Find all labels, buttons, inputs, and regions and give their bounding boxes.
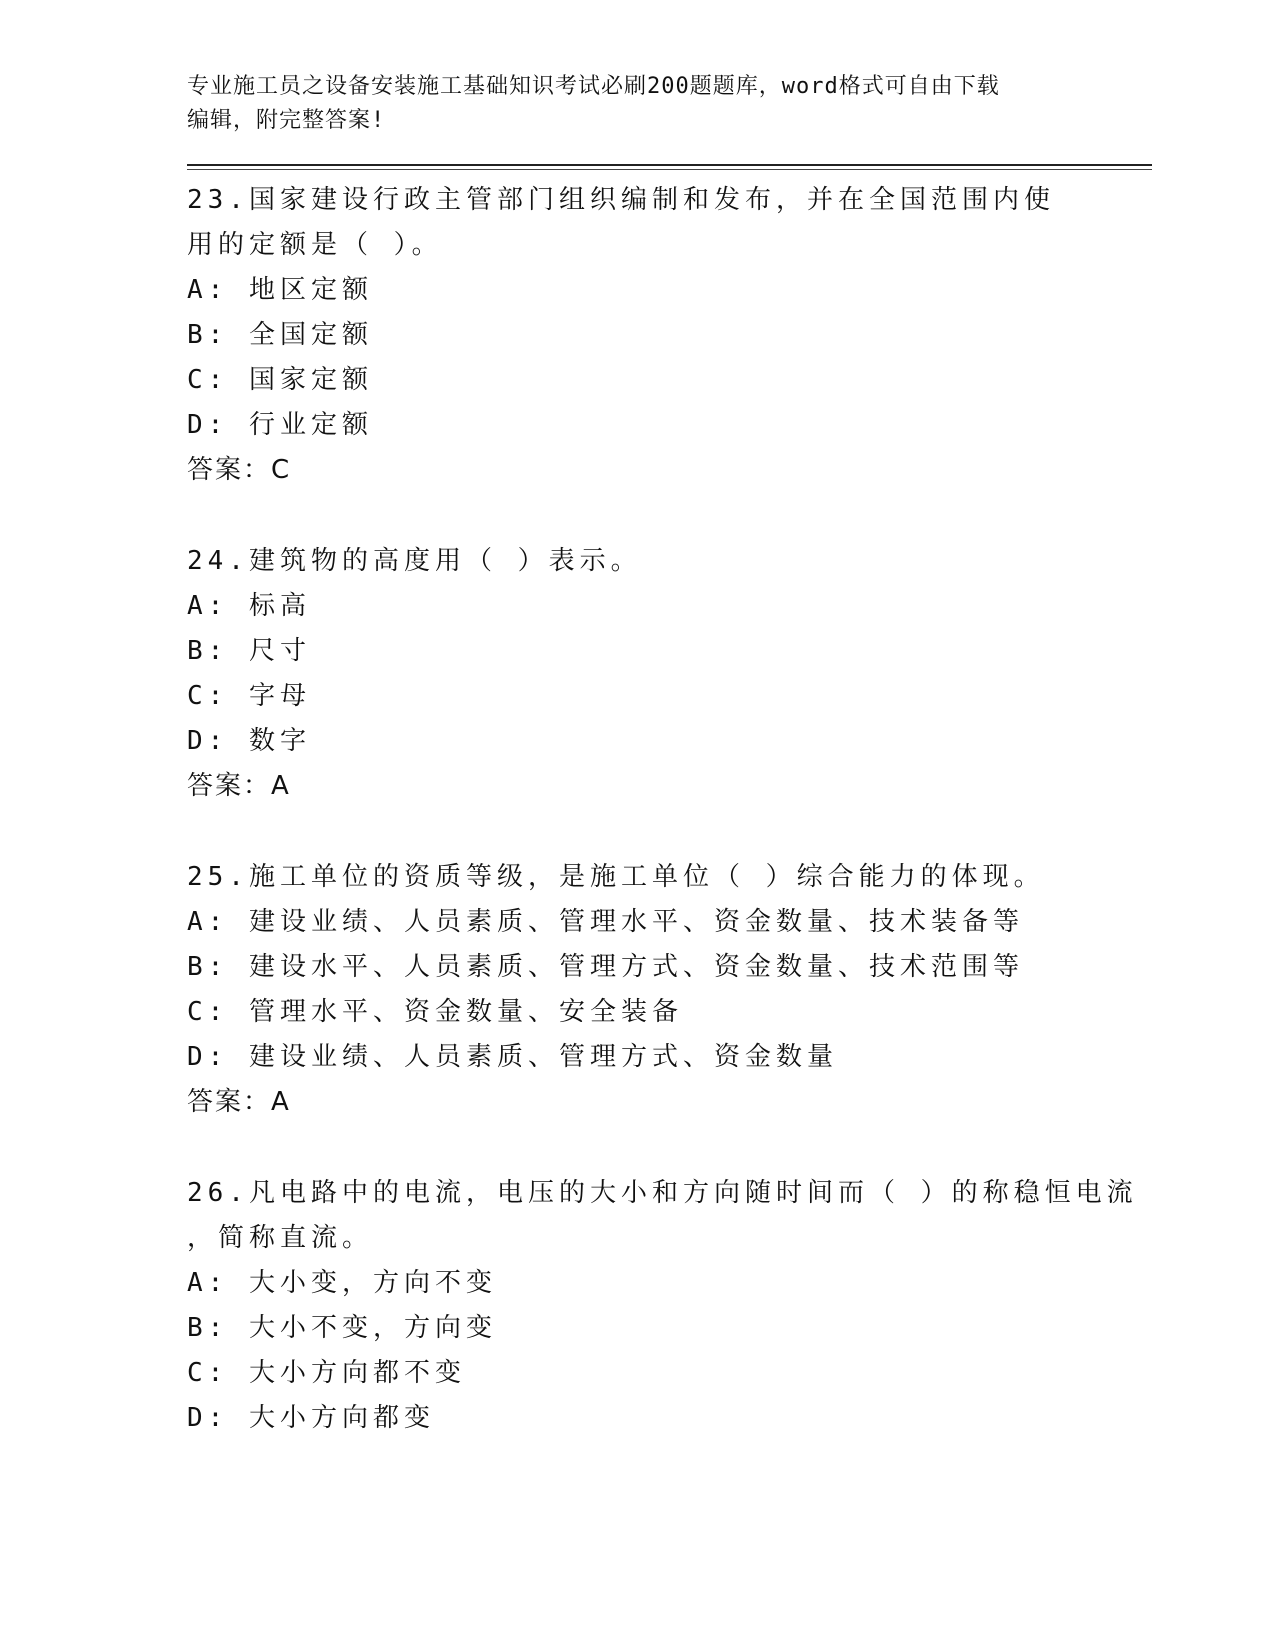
option-d: D: 大小方向都变 [187,1403,435,1433]
option-d: D: 行业定额 [187,410,373,440]
option-b: B: 建设水平、人员素质、管理方式、资金数量、技术范围等 [187,952,1024,982]
header-divider [187,164,1152,166]
header-line-1: 专业施工员之设备安装施工基础知识考试必刷200题题库，word格式可自由下载 [187,74,1000,99]
document-header [187,70,1067,138]
header-divider-thin [187,169,1152,170]
option-a: A: 建设业绩、人员素质、管理水平、资金数量、技术装备等 [187,907,1024,937]
question-25 [187,855,1152,1125]
question-26 [187,1171,1152,1441]
option-a: A: 地区定额 [187,275,373,305]
question-stem-line-1: 26.凡电路中的电流，电压的大小和方向随时间而（ ）的称稳恒电流 [187,1178,1138,1208]
option-c: C: 管理水平、资金数量、安全装备 [187,997,683,1027]
option-b: B: 大小不变，方向变 [187,1313,497,1343]
answer-label: 答案：C [187,455,292,485]
option-b: B: 尺寸 [187,636,311,666]
option-c: C: 国家定额 [187,365,373,395]
option-a: A: 大小变，方向不变 [187,1268,497,1298]
question-stem-line-2: ，简称直流。 [187,1223,374,1253]
question-stem: 23.国家建设行政主管部门组织编制和发布，并在全国范围内使用的定额是（ ）。 [187,185,1055,260]
document-page [187,70,1152,1441]
question-stem: 25.施工单位的资质等级，是施工单位（ ）综合能力的体现。 [187,862,1045,892]
answer-label: 答案：A [187,771,291,801]
header-line-2: 编辑，附完整答案! [187,108,386,133]
option-a: A: 标高 [187,591,311,621]
question-stem: 24.建筑物的高度用（ ）表示。 [187,546,642,576]
question-24 [187,539,1152,809]
option-c: C: 字母 [187,681,311,711]
option-b: B: 全国定额 [187,320,373,350]
option-c: C: 大小方向都不变 [187,1358,466,1388]
question-23 [187,178,1152,493]
option-d: D: 建设业绩、人员素质、管理方式、资金数量 [187,1042,838,1072]
option-d: D: 数字 [187,726,311,756]
answer-label: 答案：A [187,1087,291,1117]
